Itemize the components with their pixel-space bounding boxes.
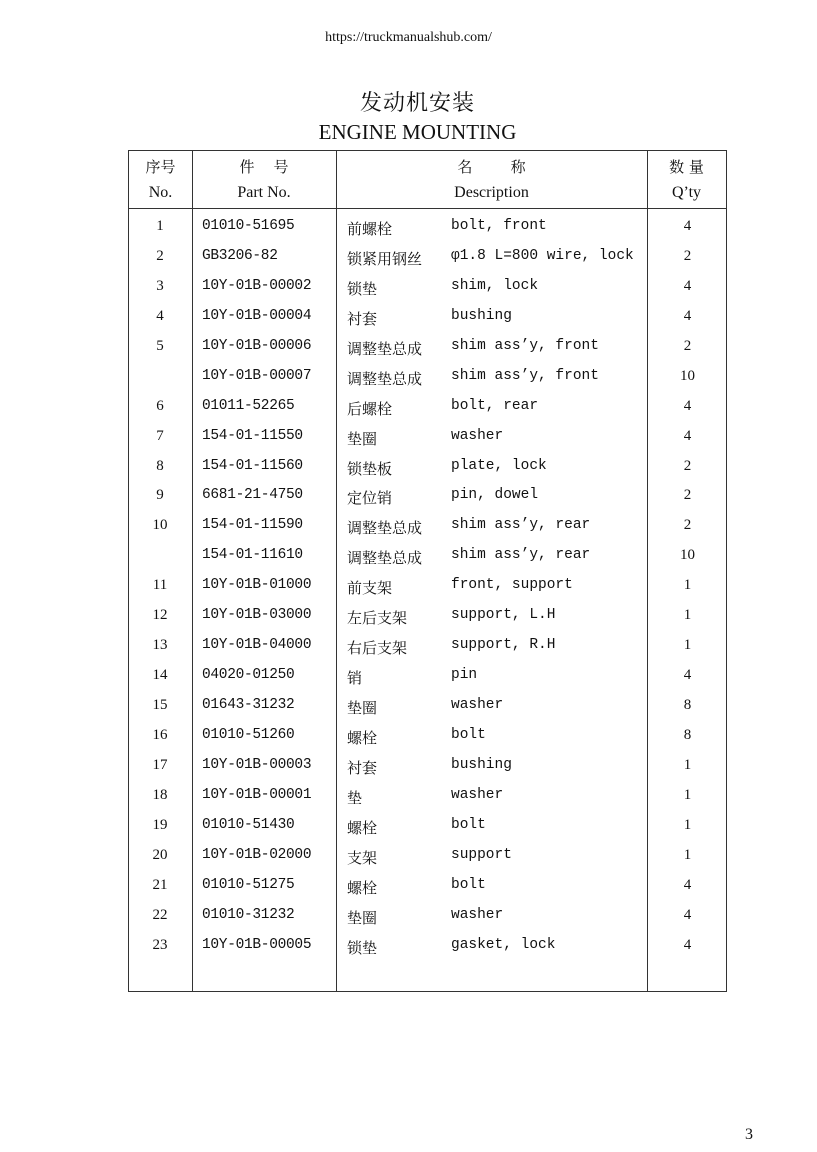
quantity: 1 bbox=[683, 846, 692, 863]
description-en: washer bbox=[451, 697, 504, 713]
description-cn: 衬套 bbox=[347, 758, 378, 777]
part-number: 01010-51275 bbox=[202, 876, 295, 893]
description-cn: 垫圈 bbox=[347, 429, 378, 448]
quantity: 2 bbox=[683, 487, 692, 504]
table-row bbox=[129, 333, 726, 363]
description-cn: 前支架 bbox=[347, 579, 393, 598]
table-row bbox=[129, 243, 726, 273]
row-number: 22 bbox=[152, 906, 168, 923]
description-en: gasket, lock bbox=[451, 936, 556, 953]
part-number: 154-01-11560 bbox=[202, 457, 303, 474]
row-number: 6 bbox=[156, 397, 164, 414]
quantity: 4 bbox=[683, 667, 692, 684]
description-en: shim ass’y, rear bbox=[451, 547, 591, 564]
quantity: 10 bbox=[680, 367, 695, 384]
part-number: 01010-51695 bbox=[202, 218, 295, 234]
table-body bbox=[129, 213, 726, 961]
table-row bbox=[129, 482, 726, 512]
table-row bbox=[129, 722, 726, 752]
description-cn: 左后支架 bbox=[347, 609, 408, 628]
table-row bbox=[129, 273, 726, 303]
table-row bbox=[129, 632, 726, 662]
description-cn: 调整垫总成 bbox=[347, 339, 423, 358]
table-row bbox=[129, 572, 726, 602]
header-no-en: No. bbox=[148, 184, 173, 201]
description-en: support, L.H bbox=[451, 607, 556, 624]
row-number: 10 bbox=[152, 517, 168, 534]
description-en: support bbox=[451, 846, 512, 863]
part-number: 10Y-01B-00002 bbox=[202, 277, 312, 294]
description-cn: 定位销 bbox=[347, 489, 393, 508]
description-cn: 锁垫 bbox=[347, 279, 378, 298]
description-en: bolt bbox=[451, 876, 486, 893]
table-row bbox=[129, 842, 726, 872]
description-cn: 后螺栓 bbox=[347, 399, 393, 418]
header-qty bbox=[647, 154, 726, 206]
part-number: 10Y-01B-00004 bbox=[202, 307, 312, 324]
description-en: pin bbox=[451, 667, 478, 684]
header-desc-cn: 名 称 bbox=[457, 158, 526, 176]
description-en: bushing bbox=[451, 307, 512, 324]
description-en: φ1.8 L=800 wire, lock bbox=[451, 247, 634, 264]
part-number: 10Y-01B-03000 bbox=[202, 607, 312, 624]
quantity: 2 bbox=[683, 457, 692, 474]
description-cn: 锁紧用钢丝 bbox=[347, 249, 423, 268]
row-number: 3 bbox=[156, 277, 164, 294]
quantity: 2 bbox=[683, 247, 692, 264]
table-row bbox=[129, 932, 726, 962]
row-number: 2 bbox=[156, 247, 164, 264]
part-number: 10Y-01B-02000 bbox=[202, 846, 312, 863]
table-row bbox=[129, 782, 726, 812]
description-cn: 锁垫 bbox=[347, 938, 378, 957]
quantity: 4 bbox=[683, 936, 692, 953]
part-number: GB3206-82 bbox=[202, 247, 278, 264]
description-en: washer bbox=[451, 427, 504, 444]
part-number: 01010-51260 bbox=[202, 726, 295, 743]
row-number: 11 bbox=[152, 577, 168, 594]
row-number: 1 bbox=[156, 218, 164, 234]
description-cn: 右后支架 bbox=[347, 639, 408, 658]
description-cn: 锁垫板 bbox=[347, 459, 393, 478]
quantity: 1 bbox=[683, 756, 692, 773]
quantity: 8 bbox=[683, 726, 692, 743]
part-number: 154-01-11590 bbox=[202, 517, 303, 534]
part-number: 01010-31232 bbox=[202, 906, 295, 923]
quantity: 4 bbox=[683, 277, 692, 294]
header-qty-en: Q’ty bbox=[671, 184, 702, 201]
description-en: plate, lock bbox=[451, 457, 547, 474]
part-number: 10Y-01B-00007 bbox=[202, 367, 312, 384]
part-number: 10Y-01B-00005 bbox=[202, 936, 312, 953]
row-number: 12 bbox=[152, 607, 168, 624]
row-number: 8 bbox=[156, 457, 164, 474]
row-number: 21 bbox=[152, 876, 168, 893]
part-number: 10Y-01B-00001 bbox=[202, 786, 312, 803]
table-row bbox=[129, 692, 726, 722]
description-cn: 前螺栓 bbox=[347, 220, 393, 238]
description-cn: 螺栓 bbox=[347, 728, 378, 747]
table-row bbox=[129, 213, 726, 243]
description-en: pin, dowel bbox=[451, 487, 539, 504]
quantity: 4 bbox=[683, 427, 692, 444]
header-description bbox=[336, 154, 647, 206]
page-title-chinese: 发动机安装 bbox=[359, 91, 475, 116]
description-en: shim ass’y, rear bbox=[451, 517, 591, 534]
table-row bbox=[129, 602, 726, 632]
description-cn: 调整垫总成 bbox=[347, 519, 423, 538]
table-row bbox=[129, 423, 726, 453]
quantity: 1 bbox=[683, 577, 692, 594]
description-en: bushing bbox=[451, 756, 512, 773]
description-en: washer bbox=[451, 906, 504, 923]
description-cn: 螺栓 bbox=[347, 878, 378, 897]
row-number: 13 bbox=[152, 637, 168, 654]
part-number: 10Y-01B-04000 bbox=[202, 637, 312, 654]
row-number: 16 bbox=[152, 726, 168, 743]
header-no bbox=[129, 154, 192, 206]
quantity: 1 bbox=[683, 816, 692, 833]
description-cn: 垫圈 bbox=[347, 699, 378, 717]
table-row bbox=[129, 662, 726, 692]
parts-table bbox=[128, 150, 727, 992]
quantity: 4 bbox=[683, 307, 692, 324]
part-number: 01643-31232 bbox=[202, 697, 295, 713]
description-cn: 调整垫总成 bbox=[347, 369, 423, 388]
header-no-cn: 序号 bbox=[145, 158, 176, 176]
quantity: 4 bbox=[683, 397, 692, 414]
table-row bbox=[129, 363, 726, 393]
part-number: 01011-52265 bbox=[202, 397, 295, 414]
table-row bbox=[129, 872, 726, 902]
quantity: 4 bbox=[683, 906, 692, 923]
part-number: 10Y-01B-00006 bbox=[202, 337, 312, 354]
part-number: 154-01-11550 bbox=[202, 427, 303, 444]
quantity: 2 bbox=[683, 517, 692, 534]
table-row bbox=[129, 812, 726, 842]
quantity: 8 bbox=[683, 697, 692, 713]
quantity: 1 bbox=[683, 786, 692, 803]
row-number: 23 bbox=[152, 936, 168, 953]
quantity: 1 bbox=[683, 637, 692, 654]
page-number: 3 bbox=[745, 1126, 753, 1143]
description-cn: 支架 bbox=[347, 848, 378, 867]
part-number: 6681-21-4750 bbox=[202, 487, 303, 504]
header-part bbox=[192, 154, 336, 206]
table-row bbox=[129, 512, 726, 542]
description-en: shim, lock bbox=[451, 277, 539, 294]
page-title-english: ENGINE MOUNTING bbox=[318, 120, 517, 144]
description-en: bolt, rear bbox=[451, 397, 539, 414]
table-row bbox=[129, 752, 726, 782]
description-cn: 螺栓 bbox=[347, 818, 378, 837]
quantity: 10 bbox=[680, 547, 695, 564]
description-en: washer bbox=[451, 786, 504, 803]
row-number: 5 bbox=[156, 337, 164, 354]
row-number: 14 bbox=[152, 667, 168, 684]
part-number: 04020-01250 bbox=[202, 667, 295, 684]
table-row bbox=[129, 902, 726, 932]
table-row bbox=[129, 393, 726, 423]
part-number: 01010-51430 bbox=[202, 816, 295, 833]
quantity: 1 bbox=[683, 607, 692, 624]
description-cn: 销 bbox=[347, 669, 363, 688]
header-url[interactable]: https://truckmanualshub.com/ bbox=[325, 30, 492, 45]
table-row bbox=[129, 303, 726, 333]
header-part-en: Part No. bbox=[237, 184, 291, 201]
description-cn: 衬套 bbox=[347, 309, 378, 328]
row-number: 7 bbox=[156, 427, 164, 444]
row-number: 19 bbox=[152, 816, 168, 833]
row-number: 20 bbox=[152, 846, 168, 863]
description-en: bolt, front bbox=[451, 218, 547, 234]
description-cn: 调整垫总成 bbox=[347, 549, 423, 568]
part-number: 10Y-01B-01000 bbox=[202, 577, 312, 594]
table-row bbox=[129, 453, 726, 483]
description-en: shim ass’y, front bbox=[451, 367, 599, 384]
description-en: bolt bbox=[451, 726, 486, 743]
row-number: 18 bbox=[152, 786, 168, 803]
table-row bbox=[129, 542, 726, 572]
header-qty-cn: 数 量 bbox=[669, 158, 704, 176]
part-number: 10Y-01B-00003 bbox=[202, 756, 312, 773]
header-desc-en: Description bbox=[454, 184, 529, 201]
row-number: 15 bbox=[152, 697, 168, 713]
part-number: 154-01-11610 bbox=[202, 547, 303, 564]
description-cn: 垫 bbox=[347, 788, 363, 807]
description-en: bolt bbox=[451, 816, 486, 833]
row-number: 17 bbox=[152, 756, 168, 773]
row-number: 4 bbox=[156, 307, 164, 324]
header-divider bbox=[129, 208, 726, 209]
quantity: 2 bbox=[683, 337, 692, 354]
description-en: shim ass’y, front bbox=[451, 337, 599, 354]
quantity: 4 bbox=[683, 218, 692, 234]
quantity: 4 bbox=[683, 876, 692, 893]
header-part-cn: 件 号 bbox=[239, 158, 289, 176]
row-number: 9 bbox=[156, 487, 164, 504]
description-cn: 垫圈 bbox=[347, 908, 378, 927]
description-en: support, R.H bbox=[451, 637, 556, 654]
description-en: front, support bbox=[451, 577, 573, 594]
